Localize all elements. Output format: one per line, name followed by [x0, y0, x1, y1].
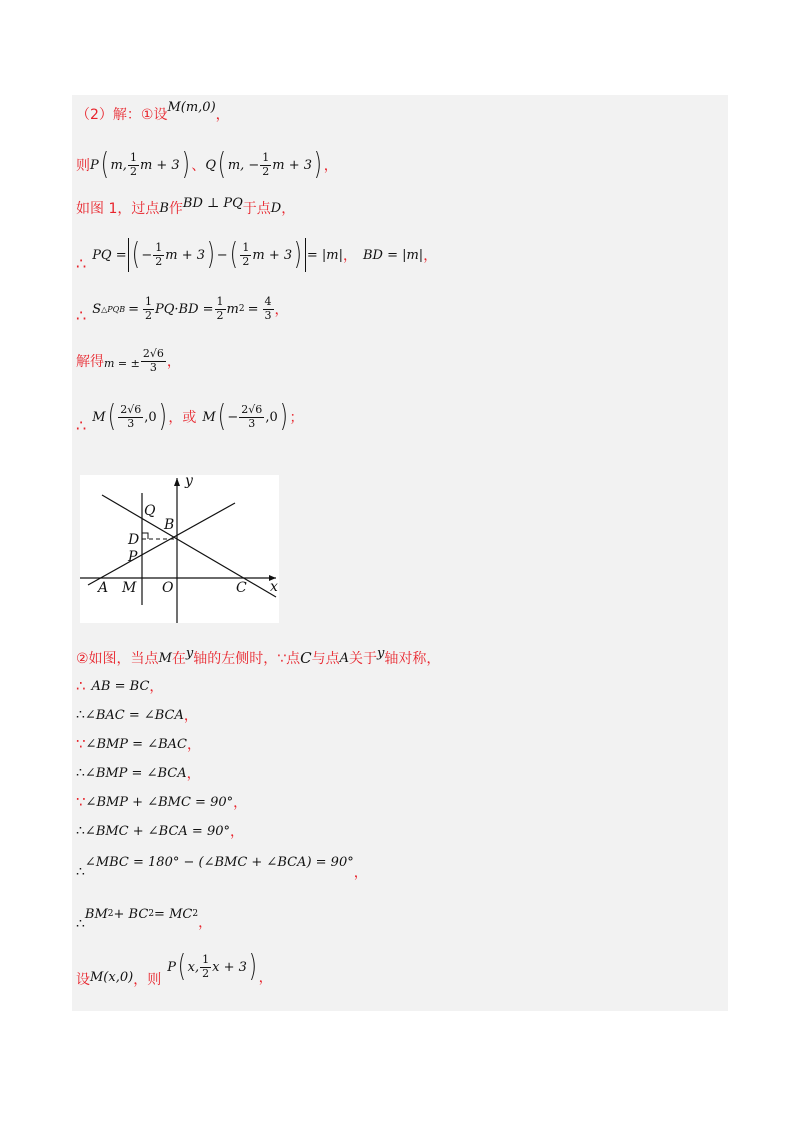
y-axis-arrow: [174, 478, 180, 486]
expr: ∠BAC = ∠BCA: [84, 707, 184, 723]
punct: ，: [233, 795, 248, 811]
expr: PQ·BD =: [154, 301, 214, 317]
punct: ，: [274, 302, 289, 319]
abs-m: = |m|: [306, 247, 343, 263]
minus: −: [227, 409, 239, 425]
fraction-half: $\frac{1}{2}$: [155, 240, 163, 268]
expr: + BC: [113, 906, 149, 922]
label-x: x: [270, 579, 278, 595]
text-or: ，或: [168, 410, 197, 426]
text: 在: [171, 651, 186, 667]
expr: m + 3: [252, 247, 293, 263]
label-m: M: [122, 580, 137, 596]
line-ab: [88, 503, 235, 585]
fraction-half: $\frac{1}{2}$: [262, 150, 270, 178]
punct: ，: [183, 708, 198, 724]
step-label: （2）解：①设: [76, 107, 168, 123]
m-value: m = ±: [104, 356, 140, 370]
point-c: C: [300, 649, 312, 667]
text: 轴的左侧时，∵点: [193, 651, 301, 667]
coord: ,0: [265, 409, 278, 425]
punct: ，: [166, 354, 181, 371]
therefore-symbol: ∴: [76, 707, 85, 723]
punct: ，: [186, 766, 201, 782]
punct: ，: [258, 970, 273, 986]
fraction-half: $\frac{1}{2}$: [129, 150, 137, 178]
expr: ∠BMP = ∠BAC: [85, 736, 187, 752]
superscript: 2: [238, 304, 245, 315]
point-d: D: [270, 200, 282, 216]
punct: ，: [353, 865, 368, 881]
label-c: C: [236, 580, 247, 596]
point-b: B: [159, 200, 169, 216]
line-ab-bc: [76, 676, 163, 696]
punct: ，: [187, 737, 201, 753]
therefore-symbol: ∴: [76, 677, 86, 695]
line-case-two: [76, 645, 441, 668]
equals: =: [247, 301, 259, 317]
expr: ∠BMP = ∠BCA: [84, 765, 187, 781]
text: 轴对称，: [384, 651, 441, 667]
text-then: 则: [76, 158, 90, 174]
therefore-symbol: ∴: [76, 765, 85, 781]
therefore-symbol: ∴: [76, 253, 87, 273]
line-angle-5: [76, 821, 244, 841]
text: 如图 1，过点: [76, 201, 160, 217]
punct: ，: [342, 248, 357, 264]
expr: BM: [84, 906, 108, 922]
point-m: M: [158, 650, 172, 666]
point-m: M: [92, 409, 106, 425]
therefore-symbol: ∴: [76, 305, 87, 325]
line-pq-length: ∴ PQ = ( − $\frac{1}{2}$ m + 3 ) − ( $\frac{1}{2}$ m + 3 ) = |m| ， BD = |m| ，: [76, 237, 438, 273]
point-m: M: [202, 409, 216, 425]
line-set-m: [76, 99, 230, 124]
coord-m: m,: [110, 157, 127, 173]
fraction-half: $\frac{1}{2}$: [144, 295, 152, 322]
punct: ，: [149, 679, 164, 695]
text: 关于: [349, 651, 378, 667]
therefore-symbol: ∴: [76, 864, 85, 880]
fraction-half: $\frac{1}{2}$: [216, 295, 224, 322]
coord-x: x,: [187, 959, 200, 975]
point-m: M(x,0): [90, 969, 134, 985]
perpendicular-expr: BD ⊥ PQ: [182, 195, 243, 211]
expr: x + 3: [212, 959, 247, 975]
point-a: A: [339, 650, 350, 666]
label-p: P: [128, 549, 138, 565]
expr: ∠MBC = 180° − (∠BMC + ∠BCA) = 90°: [84, 854, 354, 870]
right-angle-mark: [142, 533, 148, 539]
area-subscript: △PQB: [101, 304, 126, 314]
punct: ；: [289, 410, 304, 426]
text: 与点: [311, 651, 340, 667]
line-angle-4: [76, 792, 247, 812]
fraction-root: $\frac{2√6}{3}$: [241, 402, 263, 430]
text: 于点: [242, 201, 271, 217]
because-symbol: ∵: [76, 735, 86, 753]
coord-expr: m + 3: [272, 157, 313, 173]
punct: ，: [215, 107, 230, 123]
point-m-expr: M(m,0): [167, 99, 216, 115]
text: ，则: [133, 972, 162, 988]
coord: ,0: [144, 409, 157, 425]
label-a: A: [98, 580, 109, 596]
point-p: P: [90, 157, 99, 173]
because-symbol: ∵: [76, 793, 86, 811]
minus: −: [216, 247, 228, 263]
text: 设: [76, 972, 90, 988]
punct: ，: [198, 915, 213, 931]
label-o: O: [162, 580, 174, 596]
punct: ，: [323, 158, 338, 174]
therefore-symbol: ∴: [76, 415, 87, 435]
fraction-four-thirds: $\frac{4}{3}$: [264, 295, 272, 322]
axis-y: y: [377, 645, 385, 661]
line-angle-3: [76, 763, 201, 783]
bd-length: BD = |m|: [362, 247, 424, 263]
fraction-root: $\frac{2√6}{3}$: [142, 347, 164, 374]
geometry-figure: [80, 475, 279, 623]
label-d: D: [128, 532, 140, 548]
equals: =: [128, 301, 139, 317]
fraction-half: $\frac{1}{2}$: [202, 952, 210, 980]
therefore-symbol: ∴: [76, 916, 85, 932]
text: 解得: [76, 354, 104, 371]
label-b: B: [164, 517, 175, 533]
line-m-result: ∴ M ( $\frac{2√6}{3}$ ,0 ) ，或 M ( − $\frac{2√6}{3}$ ,0 ) ；: [76, 399, 304, 435]
coordinate-diagram: [80, 475, 279, 623]
line-perpendicular: [76, 195, 296, 218]
expr: m + 3: [165, 247, 206, 263]
punct: ，: [230, 824, 245, 840]
fraction-root: $\frac{2√6}{3}$: [120, 402, 142, 430]
line-angle-1: [76, 705, 198, 725]
point-q: Q: [205, 157, 217, 173]
line-solve-m: [76, 348, 181, 374]
axis-y: y: [185, 645, 194, 661]
text: ②如图，当点: [76, 651, 159, 667]
line-pythagoras: [76, 904, 213, 932]
coord-m: m, −: [227, 157, 260, 173]
expr: m: [226, 301, 239, 317]
fraction-half: $\frac{1}{2}$: [242, 240, 250, 268]
punct: ，: [423, 248, 438, 264]
line-set-x: 设 M(x,0) ，则 P ( x, $\frac{1}{2}$ x + 3 ) ，: [76, 949, 273, 988]
coord-expr: m + 3: [139, 157, 180, 173]
label-q: Q: [144, 503, 156, 519]
text: 作: [168, 201, 183, 217]
line-angle-mbc: [76, 852, 368, 881]
superscript: 2: [107, 909, 114, 919]
superscript: 2: [192, 909, 199, 919]
line-pq-coords: 则 P ( m, $\frac{1}{2}$ m + 3 ) 、 Q ( m, − $\frac{1}{2}$ m + 3 ) ，: [76, 147, 338, 182]
expr: ∠BMC + ∠BCA = 90°: [84, 823, 231, 839]
expr: AB = BC: [91, 678, 150, 694]
therefore-symbol: ∴: [76, 823, 85, 839]
line-area: [76, 295, 289, 325]
pq-label: PQ =: [92, 247, 127, 263]
label-y: y: [185, 475, 193, 489]
expr: = MC: [154, 906, 193, 922]
point-p: P: [167, 959, 176, 975]
expr: ∠BMP + ∠BMC = 90°: [85, 794, 234, 810]
punct: ，: [281, 201, 296, 217]
superscript: 2: [148, 909, 155, 919]
separator: 、: [191, 158, 206, 174]
line-angle-2: [76, 734, 201, 754]
area-s: S: [92, 301, 102, 317]
